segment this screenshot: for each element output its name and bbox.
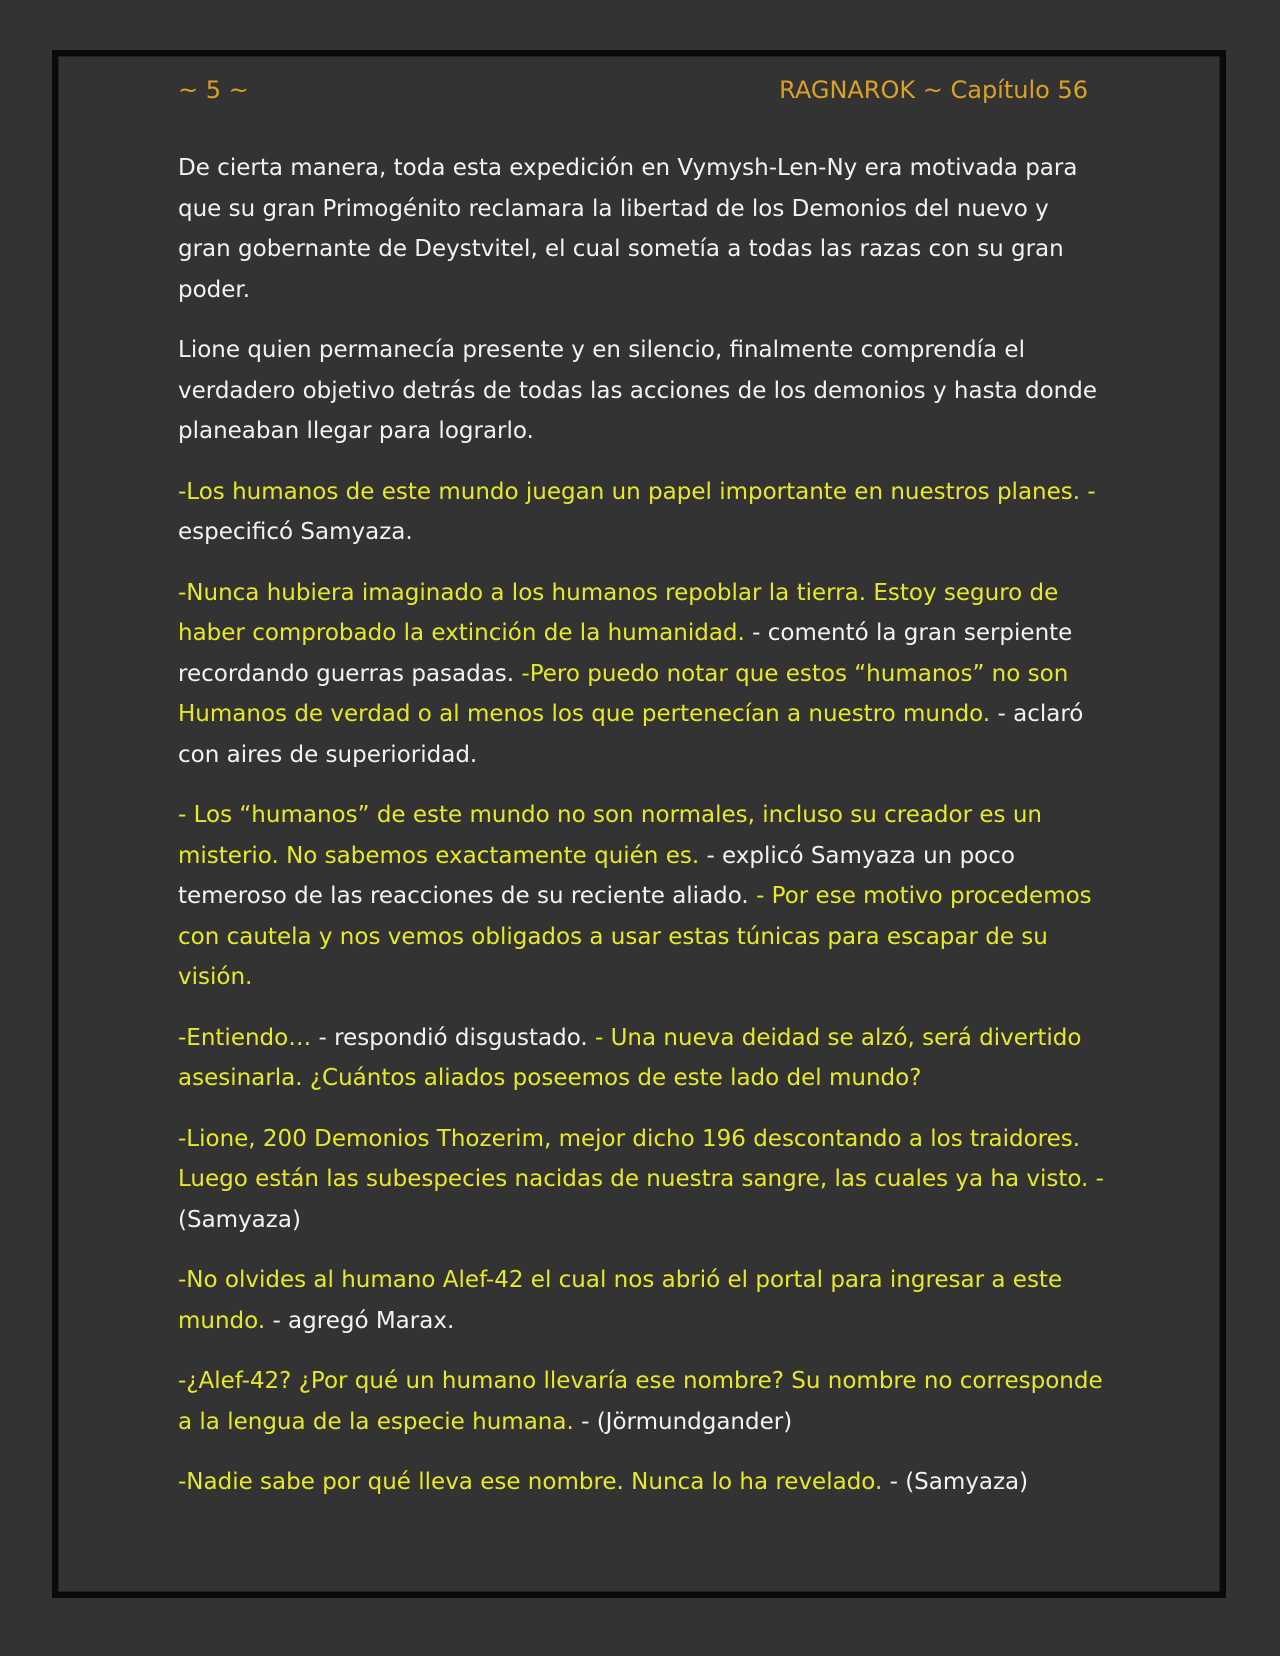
dialogue-text: -Entiendo… [178,1024,312,1051]
narration-text: - (Jörmundgander) [573,1408,793,1435]
dialogue-text: -Nadie sabe por qué lleva ese nombre. Nunca lo ha revelado. [178,1469,883,1495]
narration-text: - (Samyaza) [882,1469,1029,1495]
dialogue-text: - Una nueva deidad se alzó, será divertido asesinarla. ¿Cuántos aliados poseemos de este lado del mundo? [178,1024,1082,1091]
dialogue-text: -Nunca hubiera imaginado a los humanos repoblar la tierra. Estoy seguro de haber comprobado la extinción de la humanidad. [178,579,1059,646]
paragraph [178,1462,1108,1503]
page-header [178,76,1088,112]
dialogue-text: -Pero puedo notar que estos “humanos” no son Humanos de verdad o al menos los que pertenecían a nuestro mundo. [178,660,1069,727]
narration-text: - respondió disgustado. [311,1024,595,1051]
paragraph [178,795,1108,998]
paragraph [178,148,1108,310]
paragraph [178,573,1108,776]
dialogue-text: -Lione, 200 Demonios Thozerim, mejor dicho 196 descontando a los traidores. Luego están las subespecies nacidas de nuestra sangre, las cuales ya ha visto. - [178,1125,1104,1192]
paragraph [178,1260,1108,1341]
narration-text: (Samyaza) [178,1206,301,1233]
paragraph [178,1119,1108,1241]
dialogue-text: - Los “humanos” de este mundo no son normales, incluso su creador es un misterio. No sabemos exactamente quién es. [178,802,1042,869]
narration-text: - comentó la gran serpiente recordando guerras pasadas. [178,620,1073,687]
paragraph [178,1361,1108,1442]
dialogue-text: -Los humanos de este mundo juegan un papel importante en nuestros planes. - [178,478,1096,505]
dialogue-text: -¿Alef-42? ¿Por qué un humano llevaría ese nombre? Su nombre no corresponde a la lengua de la especie humana. [178,1368,1103,1435]
narration-text: - agregó Marax. [265,1307,455,1334]
paragraph [178,330,1108,452]
paragraph [178,1018,1108,1099]
running-title: RAGNAROK ~ Capítulo 56 [779,76,1088,104]
narration-text: - explicó Samyaza un poco temeroso de las reacciones de su reciente aliado. [178,842,1015,909]
narration-text: especificó Samyaza. [178,519,413,545]
dialogue-text: -No olvides al humano Alef-42 el cual nos abrió el portal para ingresar a este mundo. [178,1267,1063,1334]
narration-text: - aclaró con aires de superioridad. [178,701,1084,768]
narration-text: De cierta manera, toda esta expedición en Vymysh-Len-Ny era motivada para que su gran Primogénito reclamara la libertad de los Demonios del nuevo y gran gobernante de Deystvitel, el cual sometía a todas las razas con su gran poder. [178,155,1078,303]
narration-text: Lione quien permanecía presente y en silencio, finalmente comprendía el verdadero objetivo detrás de todas las acciones de los demonios y hasta donde planeaban llegar para lograrlo. [178,337,1097,444]
page-number: ~ 5 ~ [178,76,249,104]
body-text [178,148,1108,1523]
paragraph [178,472,1108,553]
dialogue-text: - Por ese motivo procedemos con cautela y nos vemos obligados a usar estas túnicas para escapar de su visión. [178,883,1092,990]
